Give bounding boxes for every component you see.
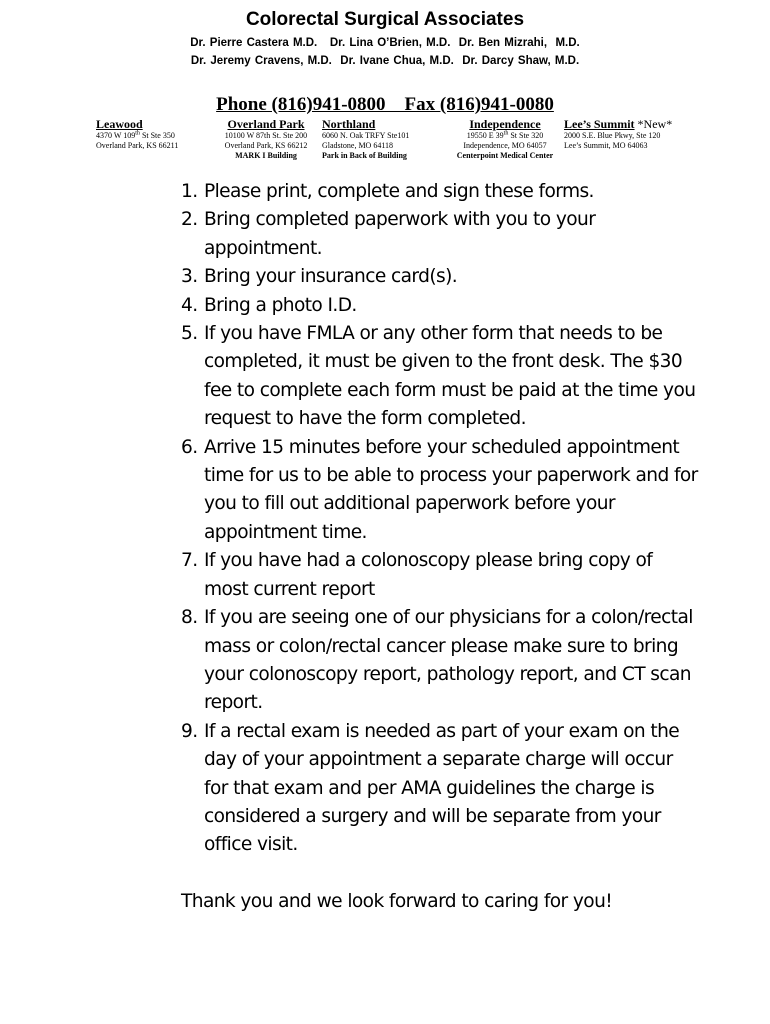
location-note: Park in Back of Building — [322, 151, 407, 160]
instruction-text: If you have had a colonoscopy please bring copy of most current report — [204, 550, 653, 600]
location-city: Overland Park, KS 66212 — [224, 141, 308, 150]
instruction-number: 4. — [181, 294, 198, 316]
instruction-text: If you are seeing one of our physicians for a colon/rectal mass or colon/rectal cancer please make sure to bring your colonoscopy report, pathology report, and CT scan report. — [204, 607, 693, 714]
instruction-item — [181, 718, 701, 860]
location-northland — [322, 118, 442, 161]
location-name: Lee’s Summit — [564, 117, 635, 131]
instruction-text: Arrive 15 minutes before your scheduled appointment time for us to be able to process your paperwork and for you to fill out additional paperwork before your appointment time. — [204, 436, 698, 543]
instruction-number: 9. — [181, 720, 198, 742]
phone-fax-line: Phone (816)941-0800 Fax (816)941-0080 — [216, 94, 554, 115]
doctors-list-line-1: Dr. Pierre Castera M.D. Dr. Lina O’Brien, M.D. Dr. Ben Mizrahi, M.D. — [190, 37, 580, 49]
instruction-number: 6. — [181, 436, 198, 458]
location-city: Gladstone, MO 64118 — [322, 141, 394, 150]
location-address: 10100 W 87th St. Ste 200 — [224, 131, 308, 140]
location-leawood — [96, 118, 218, 151]
location-note: Centerpoint Medical Center — [456, 151, 554, 160]
instruction-number: 5. — [181, 323, 198, 345]
closing-message: Thank you and we look forward to caring for you! — [181, 891, 613, 912]
location-overland-park — [218, 118, 314, 161]
location-name: Leawood — [96, 117, 143, 131]
instruction-text: If you have FMLA or any other form that needs to be completed, it must be given to the front desk. The $30 fee to complete each form must be paid at the time you request to have the form completed. — [204, 323, 696, 430]
instruction-item — [181, 178, 701, 206]
instruction-number: 2. — [181, 209, 198, 231]
location-address: 6060 N. Oak TRFY Ste101 — [322, 131, 410, 140]
location-independence — [446, 118, 564, 161]
location-address: 2000 S.E. Blue Pkwy, Ste 120 — [564, 131, 661, 140]
instruction-number: 7. — [181, 550, 198, 572]
location-note: MARK I Building — [235, 151, 297, 160]
instruction-item — [181, 434, 701, 548]
instruction-text: Bring a photo I.D. — [204, 294, 357, 316]
instruction-text: If a rectal exam is needed as part of your exam on the day of your appointment a separate charge will occur for that exam and per AMA guidelines the charge is considered a surgery and will be separate from your office visit. — [204, 720, 680, 856]
location-name: Overland Park — [227, 117, 305, 131]
instruction-item — [181, 320, 701, 434]
location-name-line — [564, 118, 690, 131]
location-city: Lee’s Summit, MO 64063 — [564, 141, 648, 150]
instruction-text: Please print, complete and sign these forms. — [204, 181, 594, 202]
location-lees-summit — [564, 118, 690, 151]
location-name: Independence — [469, 117, 541, 131]
instruction-item — [181, 263, 701, 291]
instruction-number: 3. — [181, 266, 198, 288]
instruction-text: Bring completed paperwork with you to your appointment. — [204, 209, 596, 259]
practice-name: Colorectal Surgical Associates — [245, 9, 525, 30]
location-city: Overland Park, KS 66211 — [96, 141, 179, 150]
instruction-number: 8. — [181, 607, 198, 629]
instruction-item — [181, 547, 701, 604]
doctors-list-line-2: Dr. Jeremy Cravens, M.D. Dr. Ivane Chua, M.D. Dr. Darcy Shaw, M.D. — [190, 55, 580, 67]
instructions-list — [181, 178, 701, 860]
location-address: 19550 E 39th St Ste 320 — [466, 130, 544, 140]
instruction-text: Bring your insurance card(s). — [204, 266, 458, 288]
instruction-item — [181, 206, 701, 263]
location-name: Northland — [322, 117, 376, 131]
new-location-tag: *New* — [634, 117, 673, 131]
instruction-item — [181, 292, 701, 320]
location-city: Independence, MO 64057 — [463, 141, 547, 150]
location-address: 4370 W 109th St Ste 350 — [96, 130, 175, 140]
instruction-item — [181, 604, 701, 718]
instruction-number: 1. — [181, 181, 198, 202]
